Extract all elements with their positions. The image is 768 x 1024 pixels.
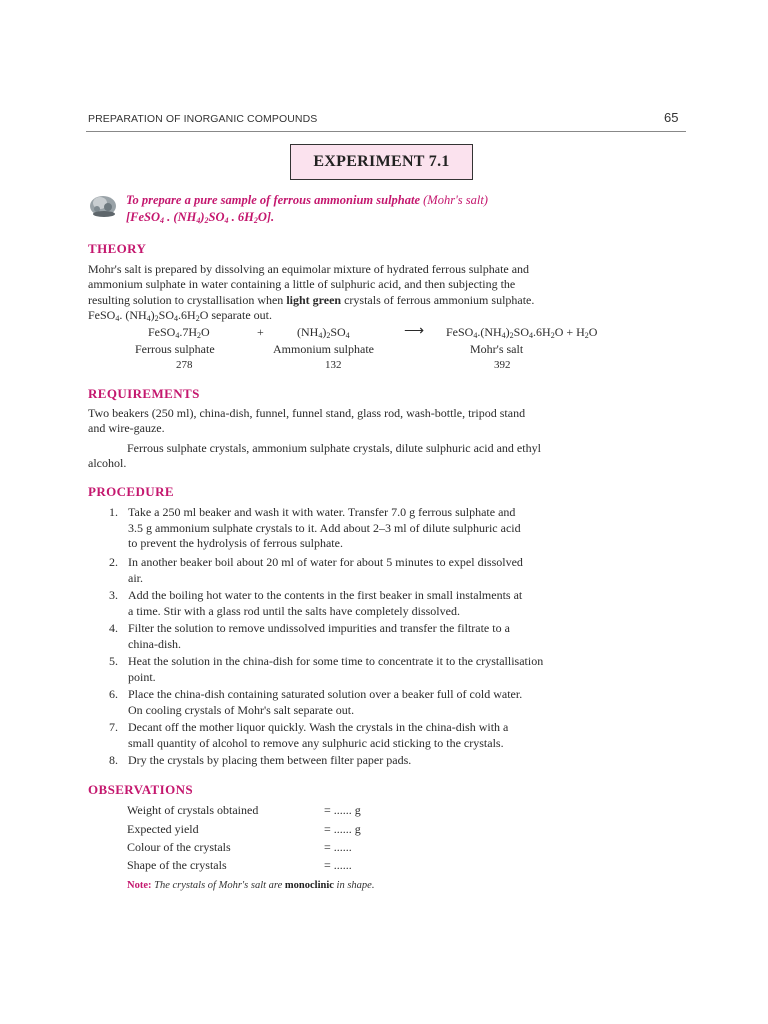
theory-line-3: resulting solution to crystallisation when light green crystals of ferrous ammonium sulphate. bbox=[88, 292, 535, 307]
requirements-paragraph-1: Two beakers (250 ml), china-dish, funnel, funnel stand, glass rod, wash-bottle, tripod stand and wire-gauze. bbox=[88, 406, 526, 436]
requirements-paragraph-2: Ferrous sulphate crystals, ammonium sulphate crystals, dilute sulphuric acid and ethyl alcohol. bbox=[88, 441, 541, 471]
theory-heading: THEORY bbox=[88, 241, 147, 256]
procedure-heading: PROCEDURE bbox=[88, 484, 174, 499]
eq-name-3: Mohr's salt bbox=[470, 342, 524, 356]
page-number: 65 bbox=[664, 110, 679, 125]
theory-line-2: ammonium sulphate in water containing a little of sulphuric acid, and then subjecting the bbox=[88, 277, 516, 292]
experiment-title: EXPERIMENT 7.1 bbox=[313, 153, 450, 170]
eq-product: $FeSO_4.(NH_4)_2SO_4.6H_2O + H_2O$ bbox=[446, 325, 598, 340]
procedure-step: 3. Add the boiling hot water to the contents in the first beaker in small instalments at a time. Stir with a glass rod until the salts have completely dissolved. bbox=[109, 588, 523, 618]
obs-label: Shape of the crystals bbox=[127, 858, 227, 872]
experiment-title-box bbox=[290, 144, 473, 180]
procedure-step: 8. Dry the crystals by placing them between filter paper pads. bbox=[109, 753, 412, 767]
aim-paren: (Mohr's salt) bbox=[423, 193, 488, 207]
procedure-step: 4. Filter the solution to remove undissolved impurities and transfer the filtrate to a china-dish. bbox=[109, 621, 510, 651]
aim-text: To prepare a pure sample of ferrous ammonium sulphate bbox=[126, 193, 421, 207]
procedure-step: 6. Place the china-dish containing saturated solution over a beaker full of cold water. On cooling crystals of Mohr's salt separate out. bbox=[109, 687, 523, 717]
obs-value: = ...... bbox=[324, 840, 352, 854]
obs-value: = ...... g bbox=[324, 822, 361, 836]
obs-label: Weight of crystals obtained bbox=[127, 803, 259, 817]
eq-name-2: Ammonium sulphate bbox=[273, 342, 374, 356]
theory-paragraph bbox=[88, 262, 686, 326]
running-header: PREPARATION OF INORGANIC COMPOUNDS bbox=[88, 113, 318, 125]
requirements-heading: REQUIREMENTS bbox=[88, 386, 200, 401]
eq-mass-3: 392 bbox=[494, 359, 511, 371]
eq-plus: + bbox=[257, 325, 264, 339]
procedure-step: 7. Decant off the mother liquor quickly. Wash the crystals in the china-dish with a small quantity of alcohol to remove any sulphuric acid sticking to the crystals. bbox=[109, 720, 509, 750]
procedure-step: 5. Heat the solution in the china-dish for some time to concentrate it to the crystallisation point. bbox=[109, 654, 544, 684]
obs-label: Expected yield bbox=[127, 822, 199, 836]
eq-reactant-2: $(NH_4)_2SO_4$ bbox=[297, 325, 350, 340]
theory-line-4: FeSO$_4$. $(NH_4)_2SO_4.6H_2O$ separate out. bbox=[88, 307, 272, 323]
note-key: Note: bbox=[127, 880, 152, 891]
obs-value: = ...... bbox=[324, 858, 352, 872]
eq-arrow: ⟶ bbox=[404, 324, 425, 339]
theory-line-1: Mohr's salt is prepared by dissolving an equimolar mixture of hydrated ferrous sulphate and bbox=[88, 262, 530, 276]
objective-icon bbox=[88, 190, 118, 218]
procedure-step: 2. In another beaker boil about 20 ml of water for about 5 minutes to expel dissolved air. bbox=[109, 555, 523, 585]
aim-formula: [FeSO$_4$ . $(NH_4)_2SO_4$ . $6H_2O$]. bbox=[126, 210, 275, 225]
observations-heading: OBSERVATIONS bbox=[88, 782, 194, 797]
eq-reactant-1: $FeSO_4.7H_2O$ bbox=[148, 325, 210, 340]
eq-mass-1: 278 bbox=[176, 359, 193, 371]
eq-name-1: Ferrous sulphate bbox=[135, 342, 215, 356]
light-green-emphasis: light green bbox=[286, 292, 342, 307]
aim-line bbox=[126, 193, 488, 208]
procedure-step: 1. Take a 250 ml beaker and wash it with water. Transfer 7.0 g ferrous sulphate and 3.5 g ammonium sulphate crystals to it. Add about 2–3 ml of dilute sulphuric acid to prevent the hydrolysis of ferrous sulphate. bbox=[109, 505, 521, 551]
eq-mass-2: 132 bbox=[325, 359, 342, 371]
observation-note: Note: The crystals of Mohr's salt are monoclinic in shape. bbox=[127, 880, 375, 891]
obs-value: = ...... g bbox=[324, 803, 361, 817]
header-divider bbox=[86, 131, 686, 132]
monoclinic-emphasis: monoclinic bbox=[284, 880, 334, 891]
obs-label: Colour of the crystals bbox=[127, 840, 231, 854]
